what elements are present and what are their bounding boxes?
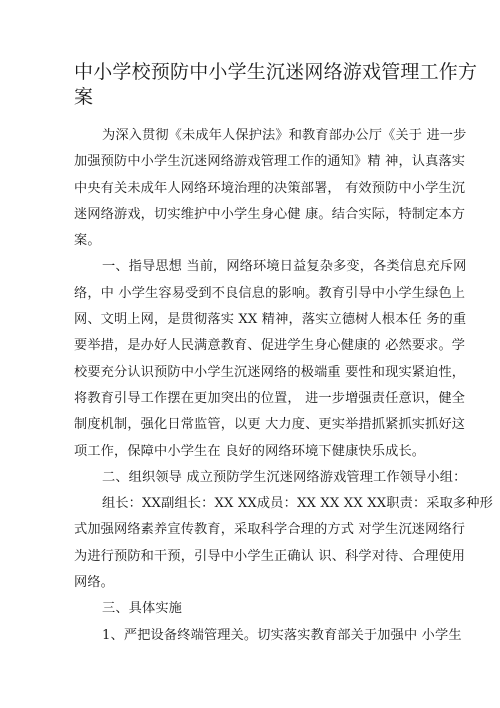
paragraph-organization-heading xyxy=(74,465,467,491)
text-line: 组长：XX副组长：XX XX成员：XX XX XX XX职责：采取多种形 xyxy=(102,496,493,512)
paragraph-intro xyxy=(74,123,467,254)
text-line: 要举措，是办好人民满意教育、促进学生身心健康的 必然要求。学 xyxy=(74,338,466,354)
text-line: 将教育引导工作摆在更加突出的位置， 进一步增强责任意识，健全 xyxy=(74,390,466,406)
document-title xyxy=(74,60,478,110)
paragraph-guiding-ideology xyxy=(74,254,467,464)
text-line: 络，中 小学生容易受到不良信息的影响。教育引导中小学生绿色上 xyxy=(74,285,466,301)
text-line: 为深入贯彻《未成年人保护法》和教育部办公厅《关于 进一步 xyxy=(102,128,467,143)
text-line: 案。 xyxy=(74,233,101,249)
text-line: 为进行预防和干预，引导中小学生正确认 识、科学对待、合理使用 xyxy=(74,548,466,564)
text-line: 1、严把设备终端管理关。切实落实教育部关于加强中 小学生 xyxy=(102,627,462,643)
text-line: 加强预防中小学生沉迷网络游戏管理工作的通知》精 神，认真落实 xyxy=(74,154,466,170)
paragraph-device-management xyxy=(74,623,462,649)
text-line: 项工作，保障中小学生在 良好的网络环境下健康快乐成长。 xyxy=(74,443,426,459)
title-line-1: 中小学校预防中小学生沉迷网络游戏管理工作方 xyxy=(74,61,478,83)
text-line: 式加强网络素养宣传教育，采取科学合理的方式 对学生沉迷网络行 xyxy=(74,522,466,538)
paragraph-organization-members xyxy=(74,491,493,596)
document-body xyxy=(74,123,493,649)
text-line: 二、组织领导 成立预防学生沉迷网络游戏管理工作领导小组： xyxy=(102,469,467,485)
text-line: 三、具体实施 xyxy=(102,601,183,617)
paragraph-implementation-heading xyxy=(74,596,426,622)
text-line: 校要充分认识预防中小学生沉迷网络的极端重 要性和现实紧迫性， xyxy=(74,364,466,380)
text-line: 中央有关未成年人网络环境治理的决策部署， 有效预防中小学生沉 xyxy=(74,180,466,196)
text-line: 制度机制，强化日常监管，以更 大力度、更实举措抓紧抓实抓好这 xyxy=(74,417,466,433)
text-line: 一、指导思想 当前，网络环境日益复杂多变，各类信息充斥网 xyxy=(102,259,467,275)
text-line: 网、文明上网，是贯彻落实 XX 精神，落实立德树人根本任 务的重 xyxy=(74,312,467,328)
text-line: 网络。 xyxy=(74,575,115,591)
text-line: 迷网络游戏，切实维护中小学生身心健 康。结合实际，特制定本方 xyxy=(74,206,466,222)
title-line-2: 案 xyxy=(74,86,94,108)
